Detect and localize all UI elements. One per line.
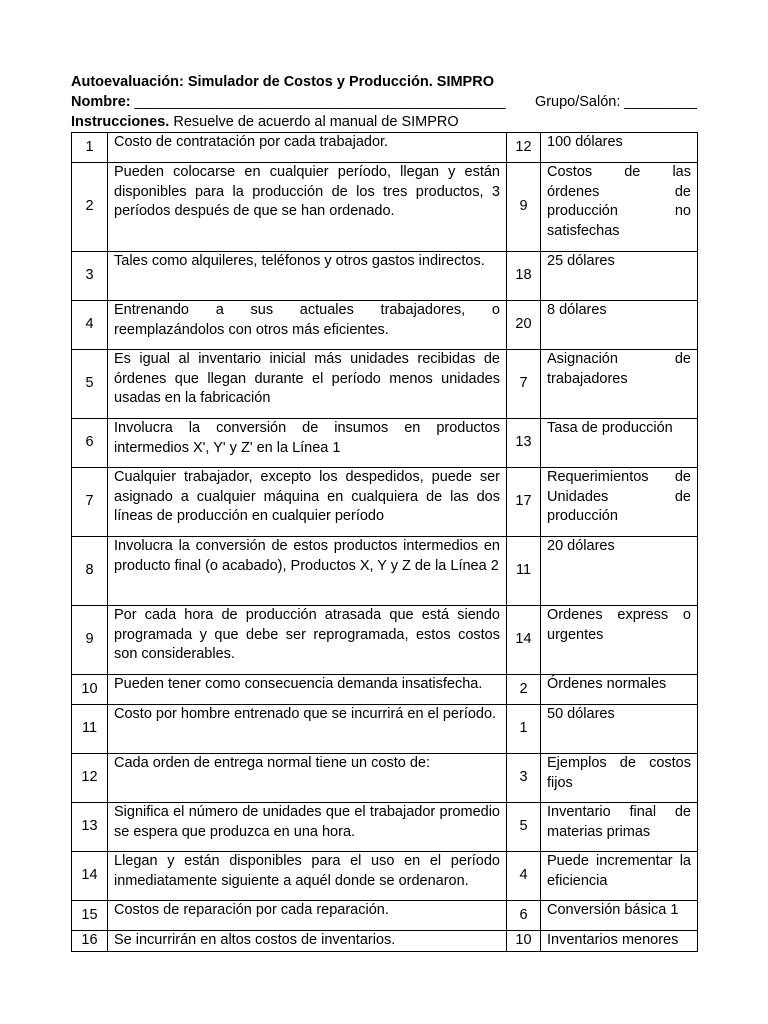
row-number: 6 [72,419,108,468]
row-statement: Llegan y están disponibles para el uso en el período inmediatamente siguiente a aquél donde se ordenaron. [108,852,507,901]
row-answer: 50 dólares [541,705,698,754]
instructions-line [71,112,697,132]
row-match-number: 6 [507,901,541,931]
row-answer: Ordenes express o urgentes [541,606,698,675]
row-answer: Asignación de trabajadores [541,350,698,419]
group-blank: _________ [624,94,697,110]
row-statement: Costos de reparación por cada reparación. [108,901,507,931]
name-field [71,92,506,112]
row-number: 10 [72,675,108,705]
row-match-number: 12 [507,133,541,163]
row-answer: Inventarios menores [541,931,698,952]
row-statement: Por cada hora de producción atrasada que está siendo programada y que debe ser reprogramada, estos costos son considerables. [108,606,507,675]
row-match-number: 7 [507,350,541,419]
row-statement: Pueden tener como consecuencia demanda insatisfecha. [108,675,507,705]
row-answer: Tasa de producción [541,419,698,468]
table-row [72,419,698,468]
row-number: 2 [72,163,108,252]
row-number: 4 [72,301,108,350]
row-number: 3 [72,252,108,301]
row-statement: Pueden colocarse en cualquier período, llegan y están disponibles para la producción de los tres productos, 3 períodos después de que se han ordenado. [108,163,507,252]
row-match-number: 10 [507,931,541,952]
row-match-number: 17 [507,468,541,537]
row-answer: 25 dólares [541,252,698,301]
row-answer: Ejemplos de costos fijos [541,754,698,803]
table-row [72,675,698,705]
row-statement: Involucra la conversión de estos productos intermedios en producto final (o acabado), Productos X, Y y Z de la Línea 2 [108,537,507,606]
group-label: Grupo/Salón: [534,94,621,110]
row-answer: 100 dólares [541,133,698,163]
row-match-number: 2 [507,675,541,705]
instructions-text: Resuelve de acuerdo al manual de SIMPRO [173,114,459,130]
worksheet-title: Autoevaluación: Simulador de Costos y Producción. SIMPRO [71,74,494,90]
table-row [72,705,698,754]
row-match-number: 11 [507,537,541,606]
name-blank: ______________________________________________ [134,94,506,110]
name-line [71,92,697,112]
table-row [72,468,698,537]
row-answer: Órdenes normales [541,675,698,705]
group-field [535,92,697,112]
matching-table [71,132,698,952]
table-row [72,606,698,675]
row-statement: Significa el número de unidades que el trabajador promedio se espera que produzca en una hora. [108,803,507,852]
row-statement: Se incurrirán en altos costos de inventarios. [108,931,507,952]
row-statement: Entrenando a sus actuales trabajadores, o reemplazándolos con otros más eficientes. [108,301,507,350]
name-label: Nombre: [71,94,131,110]
row-number: 9 [72,606,108,675]
row-number: 14 [72,852,108,901]
row-match-number: 9 [507,163,541,252]
table-row [72,931,698,952]
table-row [72,301,698,350]
row-number: 13 [72,803,108,852]
row-answer: Puede incrementar la eficiencia [541,852,698,901]
table-row [72,901,698,931]
row-answer: 20 dólares [541,537,698,606]
row-statement: Involucra la conversión de insumos en productos intermedios X', Y' y Z' en la Línea 1 [108,419,507,468]
table-row [72,852,698,901]
row-match-number: 18 [507,252,541,301]
row-match-number: 3 [507,754,541,803]
instructions-label: Instrucciones. [71,114,170,130]
table-row [72,163,698,252]
row-statement: Es igual al inventario inicial más unidades recibidas de órdenes que llegan durante el período menos unidades usadas en la fabricación [108,350,507,419]
table-row [72,350,698,419]
row-number: 15 [72,901,108,931]
row-statement: Costo de contratación por cada trabajador. [108,133,507,163]
row-number: 8 [72,537,108,606]
row-statement: Cualquier trabajador, excepto los despedidos, puede ser asignado a cualquier máquina en cualquiera de las dos líneas de producción en cualquier período [108,468,507,537]
table-row [72,537,698,606]
worksheet-page [71,72,697,952]
row-match-number: 20 [507,301,541,350]
row-number: 7 [72,468,108,537]
row-number: 12 [72,754,108,803]
row-number: 16 [72,931,108,952]
row-statement: Tales como alquileres, teléfonos y otros gastos indirectos. [108,252,507,301]
row-number: 1 [72,133,108,163]
row-answer: Requerimientos de Unidades de producción [541,468,698,537]
row-answer: Costos de las órdenes de producción no satisfechas [541,163,698,252]
row-answer: Inventario final de materias primas [541,803,698,852]
row-statement: Costo por hombre entrenado que se incurrirá en el período. [108,705,507,754]
row-match-number: 4 [507,852,541,901]
row-match-number: 5 [507,803,541,852]
table-row [72,133,698,163]
row-match-number: 14 [507,606,541,675]
row-statement: Cada orden de entrega normal tiene un costo de: [108,754,507,803]
row-match-number: 13 [507,419,541,468]
table-row [72,252,698,301]
row-number: 11 [72,705,108,754]
row-answer: Conversión básica 1 [541,901,698,931]
table-row [72,803,698,852]
row-match-number: 1 [507,705,541,754]
row-answer: 8 dólares [541,301,698,350]
table-row [72,754,698,803]
row-number: 5 [72,350,108,419]
